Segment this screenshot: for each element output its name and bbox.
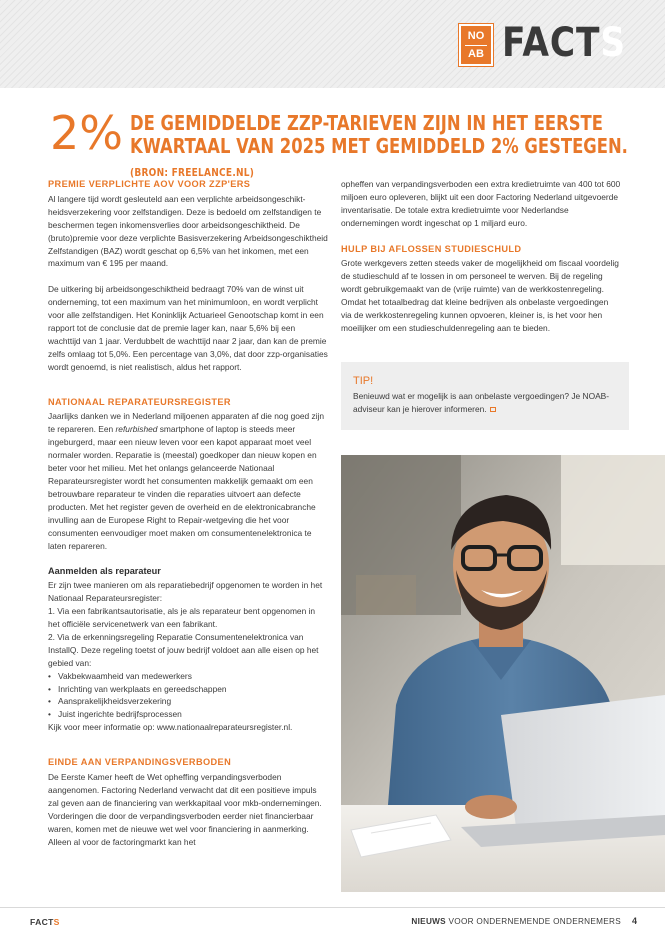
facts-title-last: S xyxy=(600,20,626,66)
headline-source: (BRON: FREELANCE.NL) xyxy=(130,166,255,179)
section-title-aov: PREMIE VERPLICHTE AOV VOOR ZZP'ERS xyxy=(48,179,251,189)
section-title-register: NATIONAAL REPARATEURSREGISTER xyxy=(48,396,231,407)
facts-title-main: FACT xyxy=(502,20,601,66)
photo-man-laptop xyxy=(341,455,665,892)
headline-text: DE GEMIDDELDE ZZP-TARIEVEN ZIJN IN HET EERSTE KWARTAAL VAN 2025 MET GEMIDDELD 2% GESTEGEN. xyxy=(130,111,628,158)
footer-divider xyxy=(0,907,665,908)
logo-top-text: NO xyxy=(467,29,485,42)
footer-brand xyxy=(30,917,60,927)
headline-percent: 2% xyxy=(50,106,123,160)
logo-bottom-text: AB xyxy=(468,47,484,60)
right-column xyxy=(341,178,621,335)
end-mark-icon xyxy=(490,407,496,412)
list-item: • Juist ingerichte bedrijfsprocessen xyxy=(48,708,328,721)
register-paragraph-4: 2. Via de erkenningsregeling Reparatie Consumentenelektronica van InstallQ. Deze regeling toetst of jouw bedrijf voldoet aan alle eisen op het gebied van: xyxy=(48,631,319,668)
aov-paragraph-2: De uitkering bij arbeidsongeschiktheid bedraagt 70% van de winst uit onderneming, tot een maximum van het minimumloon, en wordt verplicht voor alle zelfstandigen. Het Koninklijk Actuarieel Genootschap komt in een rapport tot de conclusie dat de premie lager kan, naar 5,6% bij een wachttijd van 1 jaar. Verdubbelt de wachttijd naar 2 jaar, dan kan de premie zelfs omlaag tot 5,0%. Een percentage van 3,0%, dat door zzp-organisaties wordt genoemd, is niet realistisch, aldus het rapport. xyxy=(48,284,328,372)
headline xyxy=(130,112,655,184)
footer-tagline xyxy=(411,917,621,926)
studieschuld-paragraph-1: Grote werkgevers zetten steeds vaker de mogelijkheid om fiscaal voordelig de studieschuld af te lossen in om personeel te werven. Bij de regeling wordt gebruikgemaakt van de (vrije ruimte) van de werkkostenregeling. Omdat het totaalbedrag dat kleine bedrijven als onbelaste vergoedingen via de werkkostenregeling kunnen opvoeren, kleiner is, is het voor hen moeilijker om een studieschuldenregeling aan te bieden. xyxy=(341,258,619,333)
tip-box xyxy=(341,362,629,430)
tip-text: Benieuwd wat er mogelijk is aan onbelaste vergoedingen? Je NOAB-adviseur kan je hierover informeren. xyxy=(353,391,610,414)
verpanding-paragraph-1: De Eerste Kamer heeft de Wet opheffing verpandingsverboden aangenomen. Factoring Nederland verwacht dat dit een positieve impuls zal geven aan de financiering van werkkapitaal voor mkb-ondernemingen. Vorderingen die door de verpandingsverboden eerder niet financierbaar waren, komen met de nieuwe wet wel voor financiering in aanmerking. Alleen al voor de factoringmarkt kan het xyxy=(48,772,322,847)
verpanding-paragraph-cont: opheffen van verpandingsverboden een extra kredietruimte van 400 tot 600 miljoen euro opleveren, blijkt uit een door Factoring Nederland uitgevoerde inventarisatie. De totale extra kredietruimte voor Nederlandse ondernemingen wordt ingeschat op 1 miljard euro. xyxy=(341,179,621,228)
footer-tagline-bold: NIEUWS xyxy=(411,917,446,926)
tip-text-wrap xyxy=(353,390,617,416)
logo-divider xyxy=(465,45,487,46)
list-item: • Aansprakelijkheidsverzekering xyxy=(48,695,328,708)
facts-title xyxy=(502,18,626,68)
register-paragraph-1: Jaarlijks danken we in Nederland miljoenen apparaten af die nog goed zijn te repareren. Een refurbished smartphone of laptop is steeds meer ingeburgerd, maar een nieuw leven voor een kapot apparaat moet veel normaler worden. Reparatie is (meestal) goedkoper dan nieuw kopen en beter voor het milieu. Met het onlangs gelanceerde Nationaal Reparateursregister wordt het consumenten makkelijk gemaakt om een betrouwbare reparateur te vinden die reparaties uitvoert aan defecte producten. Met het register geven de overheid en de elektronicabranche invulling aan de Europese Right to Repair-wetgeving die het voor consumenten eenvoudiger moet maken om consumentenelektronica te laten repareren. xyxy=(48,411,325,551)
requirements-list xyxy=(48,670,328,722)
page-header xyxy=(0,0,665,88)
refurbished-emphasis: refurbished xyxy=(115,424,158,435)
list-item: • Vakbekwaamheid van medewerkers xyxy=(48,670,328,683)
register-paragraph-3: 1. Via een fabrikantsautorisatie, als je als reparateur bent opgenomen in het officiële servicenetwerk van een fabrikant. xyxy=(48,606,316,629)
register-paragraph-5: Kijk voor meer informatie op: www.nationaalreparateursregister.nl. xyxy=(48,722,293,733)
left-column xyxy=(48,178,328,848)
aov-paragraph-1: Al langere tijd wordt gesleuteld aan een verplichte arbeidsongeschikt-heidsverzekering voor zelfstandigen. Deze is bedoeld om zelfstandigen te beschermen tegen inkomensverlies door arbeidsongeschiktheid. De (bruto)premie voor deze verplichte Basisverzekering Arbeidsongeschiktheid Zelfstandigen (BAZ) wordt geschat op 6,5% van het inkomen, met een maximum van € 195 per maand. xyxy=(48,193,328,269)
page-number: 4 xyxy=(631,916,637,926)
tip-title: TIP! xyxy=(353,375,374,387)
noab-logo xyxy=(459,24,493,66)
photo-illustration xyxy=(341,455,665,892)
register-paragraph-2: Er zijn twee manieren om als reparatiebedrijf opgenomen te worden in het Nationaal Reparateursregister: xyxy=(48,580,323,604)
footer-brand-last: S xyxy=(53,917,60,927)
section-title-verpanding: EINDE AAN VERPANDINGSVERBODEN xyxy=(48,757,232,768)
subtitle-aanmelden: Aanmelden als reparateur xyxy=(48,566,161,577)
section-title-studieschuld: HULP BIJ AFLOSSEN STUDIESCHULD xyxy=(341,243,522,254)
footer-tagline-text: VOOR ONDERNEMENDE ONDERNEMERS xyxy=(445,917,621,926)
footer-brand-main: FACT xyxy=(30,917,54,927)
list-item: • Inrichting van werkplaats en gereedschappen xyxy=(48,683,328,696)
